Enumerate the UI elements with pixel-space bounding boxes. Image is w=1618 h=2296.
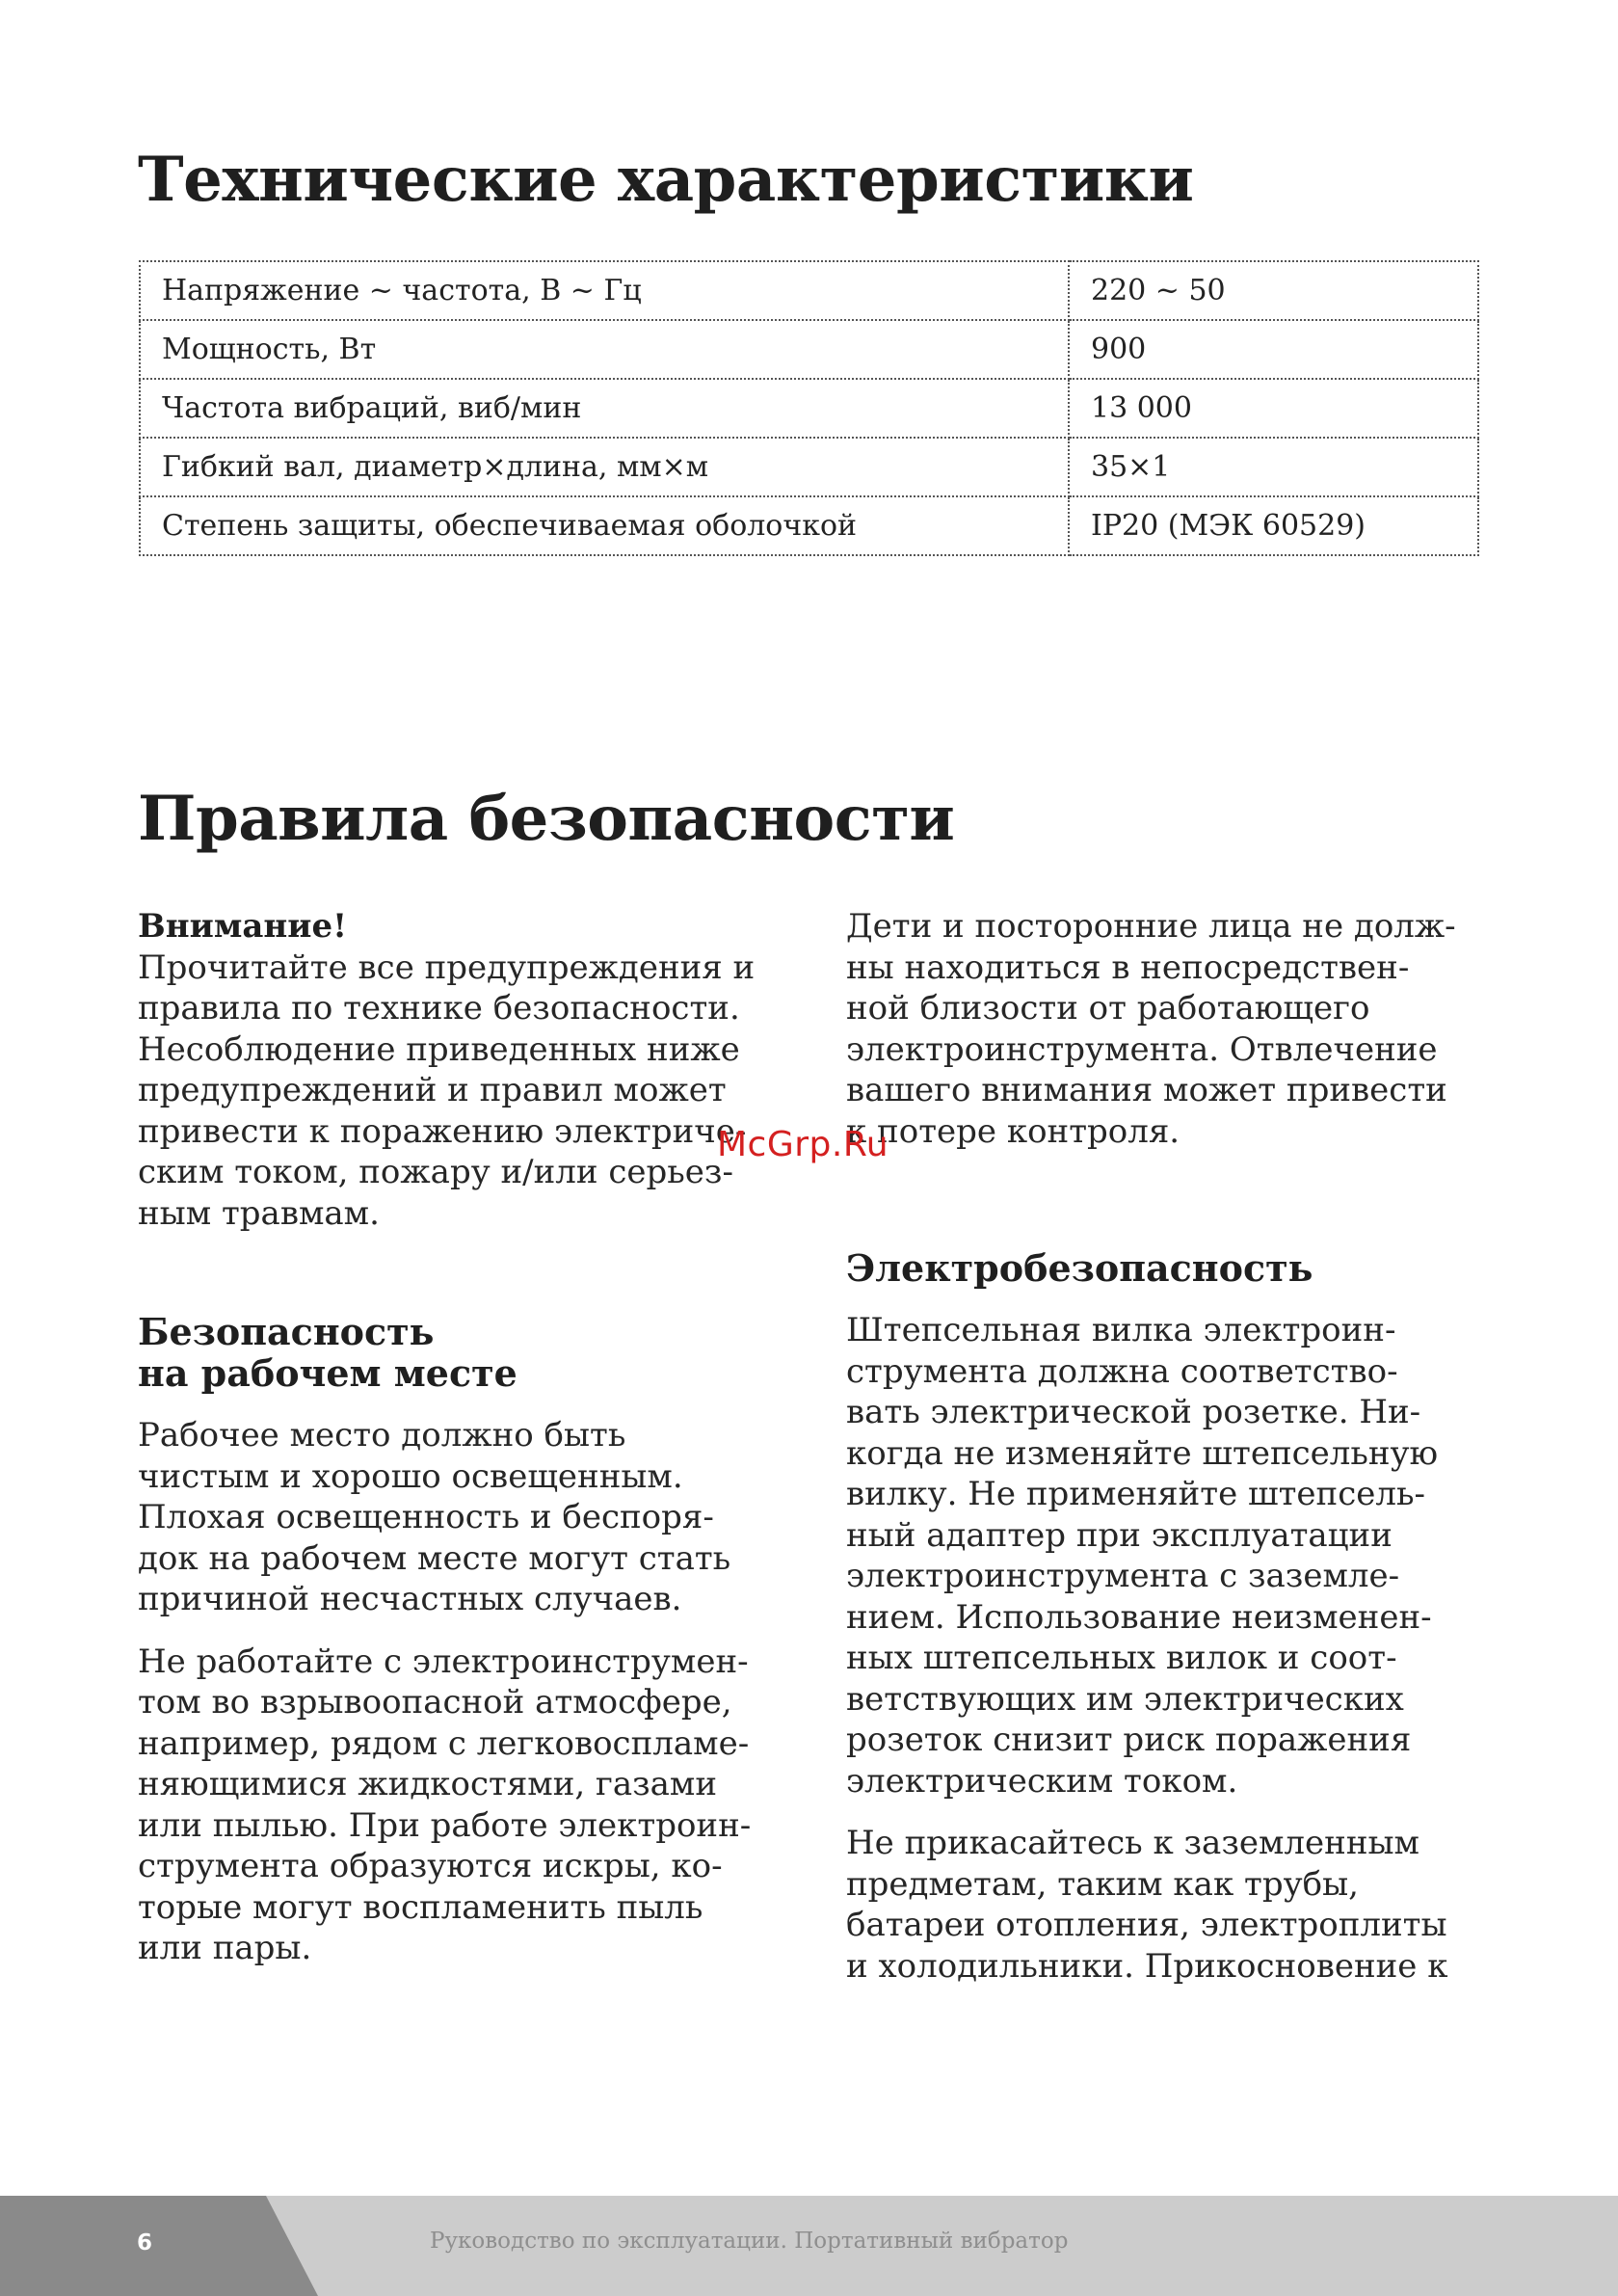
warning-label: Внимание!: [138, 907, 348, 946]
specs-table: [139, 260, 1479, 556]
page-number-tab: [0, 2196, 318, 2296]
footer-title: Руководство по эксплуатации. Портативный вибратор: [430, 2229, 1069, 2254]
spec-label: Гибкий вал, диаметр×длина, мм×м: [140, 438, 1069, 496]
table-row: [140, 320, 1478, 379]
electrical-safety-heading: Электробезопасность: [846, 1246, 1313, 1290]
spec-label: Частота вибраций, виб/мин: [140, 379, 1069, 438]
workplace-paragraph-2: Не работайте с электроинструмен- том во взрывоопасной атмосфере, например, рядом с легковоспламе- няющимися жидкостями, газами или пылью. При работе электроин- струмента образуются искры, ко- торые могут воспламенить пыль или пары.: [138, 1642, 752, 1967]
electrical-paragraph-1: Штепсельная вилка электроин- струмента должна соответство- вать электрической розетке. Ни- когда не изменяйте штепсельную вилку. Не применяйте штепсель- ный адаптер при эксплуатации электроинструмента с заземле- нием. Использование неизменен- ных штепсельных вилок и соот- ветствующих им электрических розеток снизит риск поражения электрическим током.: [846, 1311, 1439, 1801]
spec-value: 220 ~ 50: [1069, 261, 1478, 320]
specs-title: Технические характеристики: [138, 144, 1194, 216]
spec-value: 13 000: [1069, 379, 1478, 438]
page-number: 6: [137, 2230, 153, 2256]
safety-title: Правила безопасности: [138, 783, 955, 855]
spec-value: IP20 (МЭК 60529): [1069, 496, 1478, 555]
table-row: [140, 438, 1478, 496]
spec-value: 35×1: [1069, 438, 1478, 496]
children-paragraph: Дети и посторонние лица не долж- ны находиться в непосредствен- ной близости от работающего электроинструмента. Отвлечение вашего внимания может привести к потере контроля.: [846, 907, 1456, 1151]
spec-label: Напряжение ~ частота, В ~ Гц: [140, 261, 1069, 320]
table-row: [140, 496, 1478, 555]
left-column: [138, 906, 779, 1969]
watermark: McGrp.Ru: [717, 1125, 889, 1164]
spec-label: Степень защиты, обеспечиваемая оболочкой: [140, 496, 1069, 555]
workplace-safety-heading: Безопасность на рабочем месте: [138, 1310, 517, 1395]
electrical-paragraph-2: Не прикасайтесь к заземленным предметам, таким как трубы, батареи отопления, электроплиты и холодильники. Прикосновение к: [846, 1824, 1448, 1986]
workplace-paragraph-1: Рабочее место должно быть чистым и хорошо освещенным. Плохая освещенность и беспоря- док на рабочем месте могут стать причиной несчастных случаев.: [138, 1416, 731, 1618]
spec-value: 900: [1069, 320, 1478, 379]
warning-text: Прочитайте все предупреждения и правила по технике безопасности. Несоблюдение приведенных ниже предупреждений и правил может привести к поражению электриче- ским током, пожару и/или серьез- ным травмам.: [138, 948, 756, 1233]
spec-label: Мощность, Вт: [140, 320, 1069, 379]
page-footer: [0, 2196, 1618, 2296]
right-column: [846, 906, 1487, 1987]
table-row: [140, 261, 1478, 320]
table-row: [140, 379, 1478, 438]
